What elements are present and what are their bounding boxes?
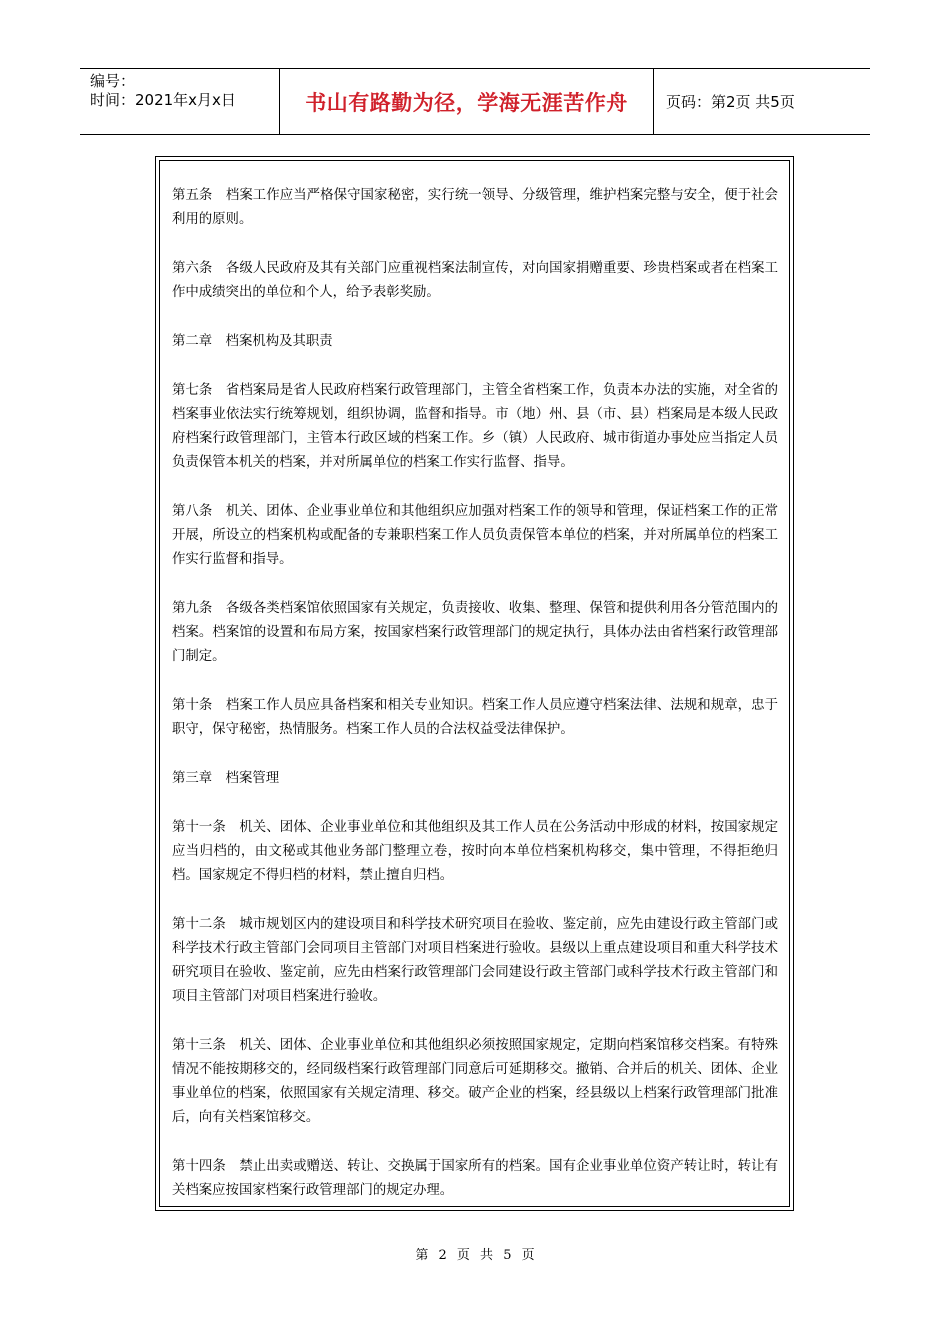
header-motto: 书山有路勤为径，学海无涯苦作舟 — [280, 69, 654, 134]
article-13: 第十三条 机关、团体、企业事业单位和其他组织必须按照国家规定，定期向档案馆移交档案。有特殊情况不能按期移交的，经同级档案行政管理部门同意后可延期移交。撤销、合并后的机关、团体、企业事业单位的档案，依照国家有关规定清理、移交。破产企业的档案，经县级以上档案行政管理部门批准后，向有关档案馆移交。 — [172, 1038, 778, 1125]
document-date-label: 时间：2021年x月x日 — [90, 91, 236, 109]
header-meta — [80, 69, 280, 134]
article-9: 第九条 各级各类档案馆依照国家有关规定，负责接收、收集、整理、保管和提供利用各分管范围内的档案。档案馆的设置和布局方案，按国家档案行政管理部门的规定执行，具体办法由省档案行政管理部门制定。 — [172, 601, 778, 664]
chapter-2-heading: 第二章 档案机构及其职责 — [172, 334, 333, 349]
article-12: 第十二条 城市规划区内的建设项目和科学技术研究项目在验收、鉴定前，应先由建设行政主管部门或科学技术行政主管部门会同项目主管部门对项目档案进行验收。县级以上重点建设项目和重大科学技术研究项目在验收、鉴定前，应先由档案行政管理部门会同建设行政主管部门或科学技术行政主管部门和项目主管部门对项目档案进行验收。 — [172, 917, 778, 1004]
article-7: 第七条 省档案局是省人民政府档案行政管理部门，主管全省档案工作，负责本办法的实施，对全省的档案事业依法实行统筹规划，组织协调，监督和指导。市（地）州、县（市、县）档案局是本级人民政府档案行政管理部门，主管本行政区域的档案工作。乡（镇）人民政府、城市街道办事处应当指定人员负责保管本机关的档案，并对所属单位的档案工作实行监督、指导。 — [172, 383, 778, 470]
article-5: 第五条 档案工作应当严格保守国家秘密，实行统一领导、分级管理，维护档案完整与安全，便于社会利用的原则。 — [172, 188, 778, 227]
article-8: 第八条 机关、团体、企业事业单位和其他组织应加强对档案工作的领导和管理，保证档案工作的正常开展，所设立的档案机构或配备的专兼职档案工作人员负责保管本单位的档案，并对所属单位的档案工作实行监督和指导。 — [172, 504, 778, 567]
article-10: 第十条 档案工作人员应具备档案和相关专业知识。档案工作人员应遵守档案法律、法规和规章，忠于职守，保守秘密，热情服务。档案工作人员的合法权益受法律保护。 — [172, 698, 778, 737]
article-6: 第六条 各级人民政府及其有关部门应重视档案法制宣传，对向国家捐赠重要、珍贵档案或者在档案工作中成绩突出的单位和个人，给予表彰奖励。 — [172, 261, 778, 300]
article-11: 第十一条 机关、团体、企业事业单位和其他组织及其工作人员在公务活动中形成的材料，按国家规定应当归档的，由文秘或其他业务部门整理立卷，按时向本单位档案机构移交，集中管理，不得拒绝归档。国家规定不得归档的材料，禁止擅自归档。 — [172, 820, 778, 883]
document-number-label: 编号： — [90, 72, 136, 90]
page-footer: 第 2 页 共 5 页 — [415, 1248, 535, 1263]
header-page-label: 页码：第2页 共5页 — [666, 93, 795, 111]
document-body — [172, 184, 778, 1228]
chapter-3-heading: 第三章 档案管理 — [172, 771, 280, 786]
page-header — [80, 68, 870, 135]
article-14: 第十四条 禁止出卖或赠送、转让、交换属于国家所有的档案。国有企业事业单位资产转让时，转让有关档案应按国家档案行政管理部门的规定办理。 — [172, 1159, 778, 1198]
